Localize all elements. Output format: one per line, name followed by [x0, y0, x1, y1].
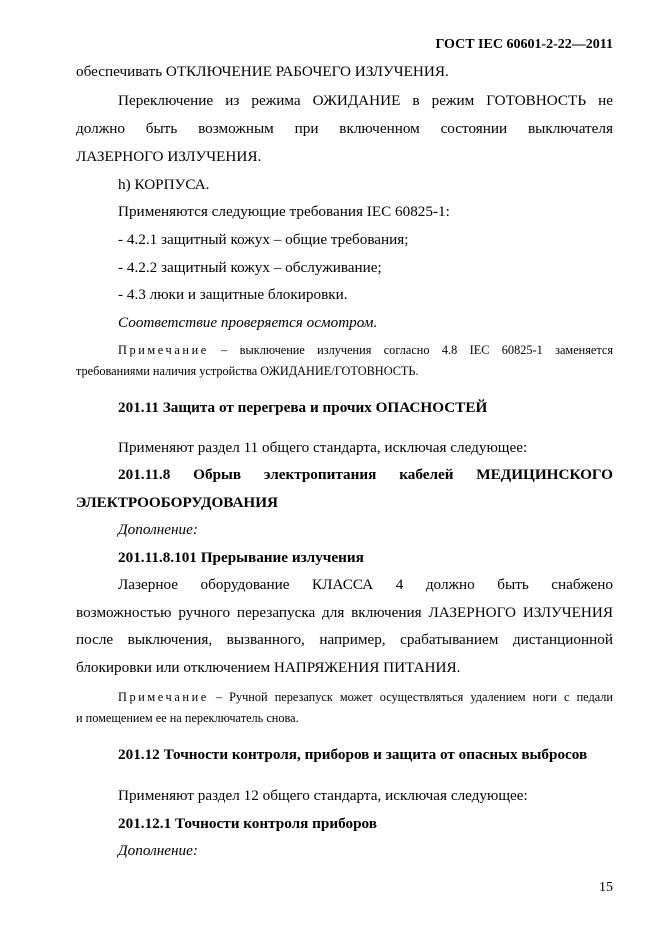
list-item: - 4.3 люки и защитные блокировки.	[118, 286, 348, 303]
paragraph-line: возможностью ручного перезапуска для включения ЛАЗЕРНОГО ИЗЛУЧЕНИЯ	[76, 604, 613, 621]
section-heading-201-11-8-continuation: ЭЛЕКТРООБОРУДОВАНИЯ	[76, 494, 279, 511]
paragraph-line: ЛАЗЕРНОГО ИЗЛУЧЕНИЯ.	[76, 148, 262, 165]
paragraph-line: Применяют раздел 11 общего стандарта, исключая следующее:	[118, 439, 528, 456]
note-2	[118, 688, 613, 706]
note-label: Примечание	[118, 343, 209, 357]
paragraph-line: Применяют раздел 12 общего стандарта, исключая следующее:	[118, 787, 528, 804]
section-heading-201-12-1: 201.12.1 Точности контроля приборов	[118, 815, 377, 832]
page-number: 15	[599, 880, 613, 895]
paragraph-line: блокировки или отключением НАПРЯЖЕНИЯ ПИТАНИЯ.	[76, 659, 461, 676]
paragraph-line: Применяются следующие требования IEC 60825-1:	[118, 203, 450, 220]
list-item: - 4.2.1 защитный кожух – общие требования;	[118, 231, 409, 248]
paragraph-line: Лазерное оборудование КЛАССА 4 должно быть снабжено	[118, 576, 613, 593]
paragraph-line: должно быть возможным при включенном состоянии выключателя	[76, 120, 613, 137]
section-heading-201-11-8-101: 201.11.8.101 Прерывание излучения	[118, 549, 364, 566]
list-item-h: h) КОРПУСА.	[118, 176, 210, 193]
document-number-header: ГОСТ IEC 60601-2-22—2011	[435, 37, 613, 52]
compliance-statement: Соответствие проверяется осмотром.	[118, 314, 378, 331]
note-text: – Ручной перезапуск может осуществляться удалением ноги с педали	[215, 690, 614, 704]
paragraph-line: обеспечивать ОТКЛЮЧЕНИЕ РАБОЧЕГО ИЗЛУЧЕНИЯ.	[76, 63, 449, 80]
section-heading-201-12: 201.12 Точности контроля, приборов и защита от опасных выбросов	[118, 746, 588, 763]
note-label: Примечание	[118, 690, 209, 704]
section-heading-201-11-8: 201.11.8 Обрыв электропитания кабелей МЕДИЦИНСКОГО	[118, 466, 613, 483]
addition-label: Дополнение:	[118, 521, 198, 538]
note-1-continuation: требованиями наличия устройства ОЖИДАНИЕ/ГОТОВНОСТЬ.	[76, 364, 419, 378]
note-2-continuation: и помещением ее на переключатель снова.	[76, 711, 299, 725]
note-1	[118, 341, 613, 359]
section-heading-201-11: 201.11 Защита от перегрева и прочих ОПАСНОСТЕЙ	[118, 399, 488, 416]
paragraph-line: после выключения, вызванного, например, срабатыванием дистанционной	[76, 631, 613, 648]
note-text: – выключение излучения согласно 4.8 IEC 60825-1 заменяется	[221, 343, 613, 357]
paragraph-line: Переключение из режима ОЖИДАНИЕ в режим ГОТОВНОСТЬ не	[118, 92, 613, 109]
addition-label: Дополнение:	[118, 842, 198, 859]
list-item: - 4.2.2 защитный кожух – обслуживание;	[118, 259, 382, 276]
